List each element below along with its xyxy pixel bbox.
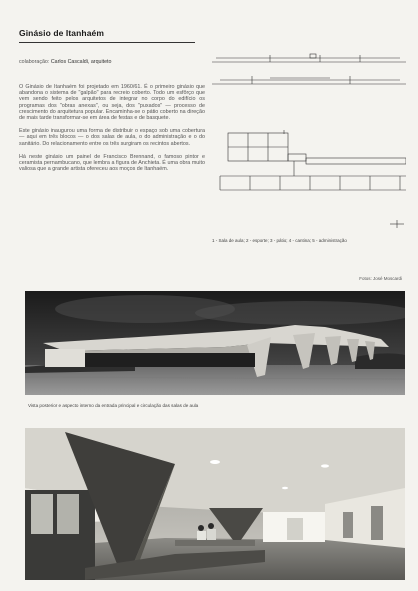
- exterior-photo-image: [25, 291, 405, 395]
- plan-legend: 1 - Sala de aula; 2 - esporte; 3 - pátio; 4 - cantina; 5 - administração: [212, 238, 347, 243]
- north-arrow-icon: [390, 220, 404, 228]
- elevation-1: [212, 54, 406, 62]
- floor-plan: [220, 130, 406, 190]
- plans-and-sections: [210, 48, 406, 238]
- photo-exterior-view: [25, 291, 405, 395]
- photo-interior-view: [25, 428, 405, 580]
- paragraph-3: Há neste ginásio um painel de Francisco Brennand, o famoso pintor e ceramista pernambucano, que lembra a figura de Anchieta. É uma obra muito valiosa que a grande artista ofereceu aos moços de Itanhaém.: [19, 153, 205, 173]
- title-underline: [19, 42, 195, 43]
- paragraph-2: Este ginásio inaugurou uma forma de distribuir o espaço sob uma cobertura — aqui em três blocos — o dos salas de aula, o do administração e o do sanitário. Do relacionamento entre os três surgiram os recintos abertos.: [19, 128, 205, 147]
- paragraph-1: O Ginásio de Itanhaém foi projetado em 1960/61. É o primeiro ginásio que abandona o sistema de "galpão" para recreio coberto. Todo um esfôrço que vem sendo feito pelos arquitetos de integrar no corpo do edifício os programas dos "obras anexas", ou seja, dos "puxados" — processo de crescimento do arquitetura popular. Encaminha-se o pátio coberto na direção de mais tarde transformar-se em área de festas e de basquete.: [19, 84, 205, 122]
- page-title: Ginásio de Itanhaém: [19, 28, 105, 38]
- photo-caption: Vista posterior e aspecto interno da entrada principal e circulação das salas de aula: [28, 403, 199, 408]
- article-body: [19, 84, 205, 179]
- interior-photo-image: [25, 428, 405, 580]
- collaboration-line: [19, 59, 111, 65]
- collab-name: Carlos Cascaldi, arquiteto: [50, 59, 112, 65]
- architectural-drawings: [210, 48, 406, 238]
- photo-credit: Fotos: José Moscardi: [359, 276, 402, 281]
- elevation-2: [212, 76, 406, 84]
- collab-label: colaboração:: [19, 59, 50, 65]
